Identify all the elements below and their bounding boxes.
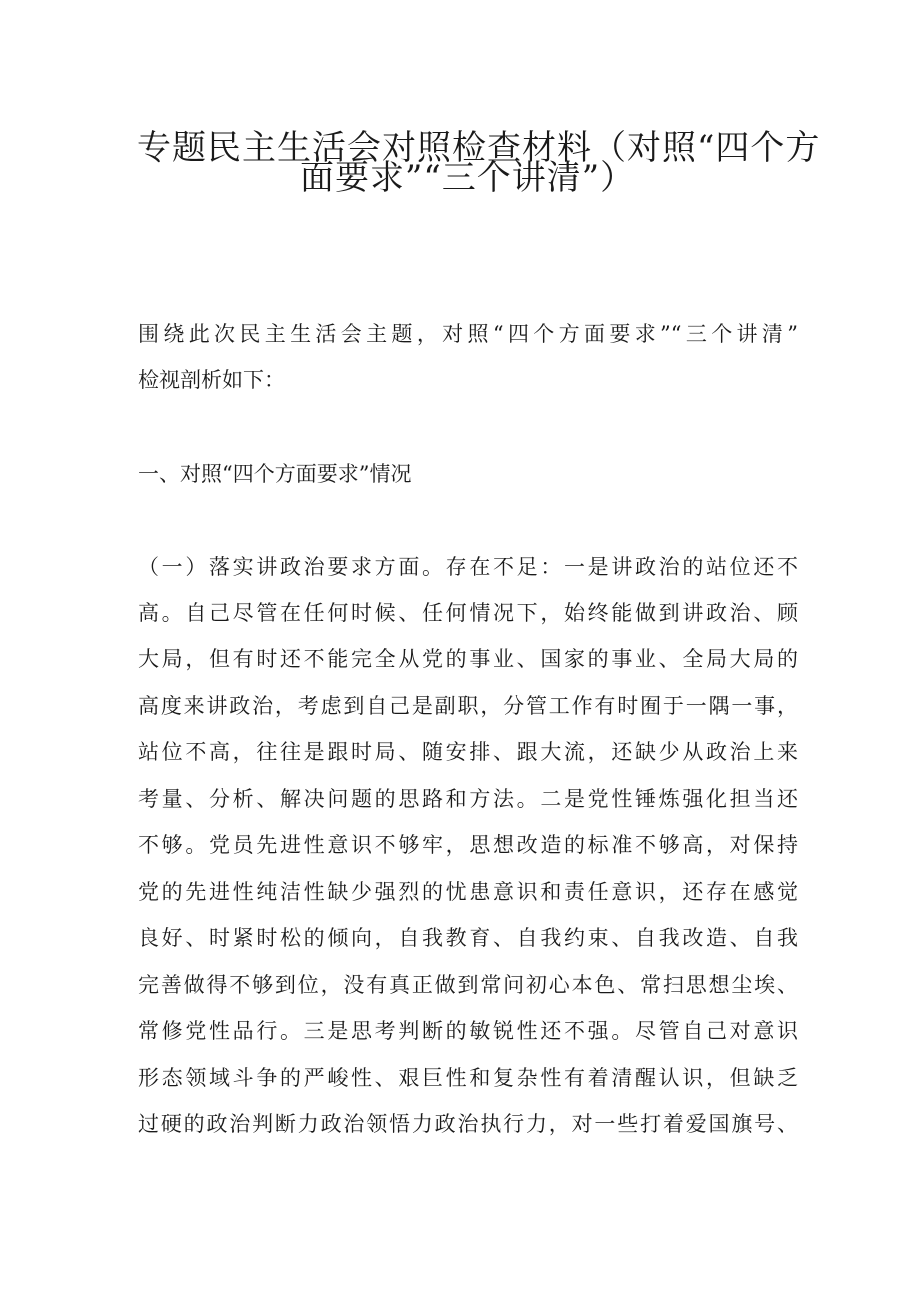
paragraph-line-8: 党的先进性纯洁性缺少强烈的忧患意识和责任意识，还存在感觉 [138, 880, 798, 904]
paragraph-line-10: 完善做得不够到位，没有真正做到常问初心本色、常扫思想尘埃、 [138, 973, 798, 997]
paragraph-line-2: 高。自己尽管在任何时候、任何情况下，始终能做到讲政治、顾 [138, 601, 798, 625]
intro-line-1: 围绕此次民主生活会主题，对照“四个方面要求”“三个讲清” [138, 322, 798, 346]
document-title-line-1: 专题民主生活会对照检查材料（对照“四个方 [137, 128, 821, 168]
paragraph-line-5: 站位不高，往往是跟时局、随安排、跟大流，还缺少从政治上来 [138, 740, 798, 764]
paragraph-line-12: 形态领域斗争的严峻性、艰巨性和复杂性有着清醒认识，但缺乏 [138, 1066, 798, 1090]
paragraph-line-13: 过硬的政治判断力政治领悟力政治执行力，对一些打着爱国旗号、 [138, 1112, 798, 1136]
section-heading: 一、对照“四个方面要求”情况 [138, 462, 412, 486]
paragraph-line-9: 良好、时紧时松的倾向，自我教育、自我约束、自我改造、自我 [138, 926, 798, 950]
paragraph-line-11: 常修党性品行。三是思考判断的敏锐性还不强。尽管自己对意识 [138, 1019, 798, 1043]
paragraph-line-4: 高度来讲政治，考虑到自己是副职，分管工作有时囿于一隅一事， [138, 694, 798, 718]
paragraph-line-7: 不够。党员先进性意识不够牢，思想改造的标准不够高，对保持 [138, 833, 798, 857]
document-title-line-2: 面要求”“三个讲清”） [300, 158, 636, 198]
paragraph-line-6: 考量、分析、解决问题的思路和方法。二是党性锤炼强化担当还 [138, 787, 798, 811]
paragraph-line-3: 大局，但有时还不能完全从党的事业、国家的事业、全局大局的 [138, 647, 798, 671]
paragraph-line-1: （一）落实讲政治要求方面。存在不足：一是讲政治的站位还不 [138, 555, 798, 579]
intro-line-2: 检视剖析如下： [138, 368, 285, 392]
